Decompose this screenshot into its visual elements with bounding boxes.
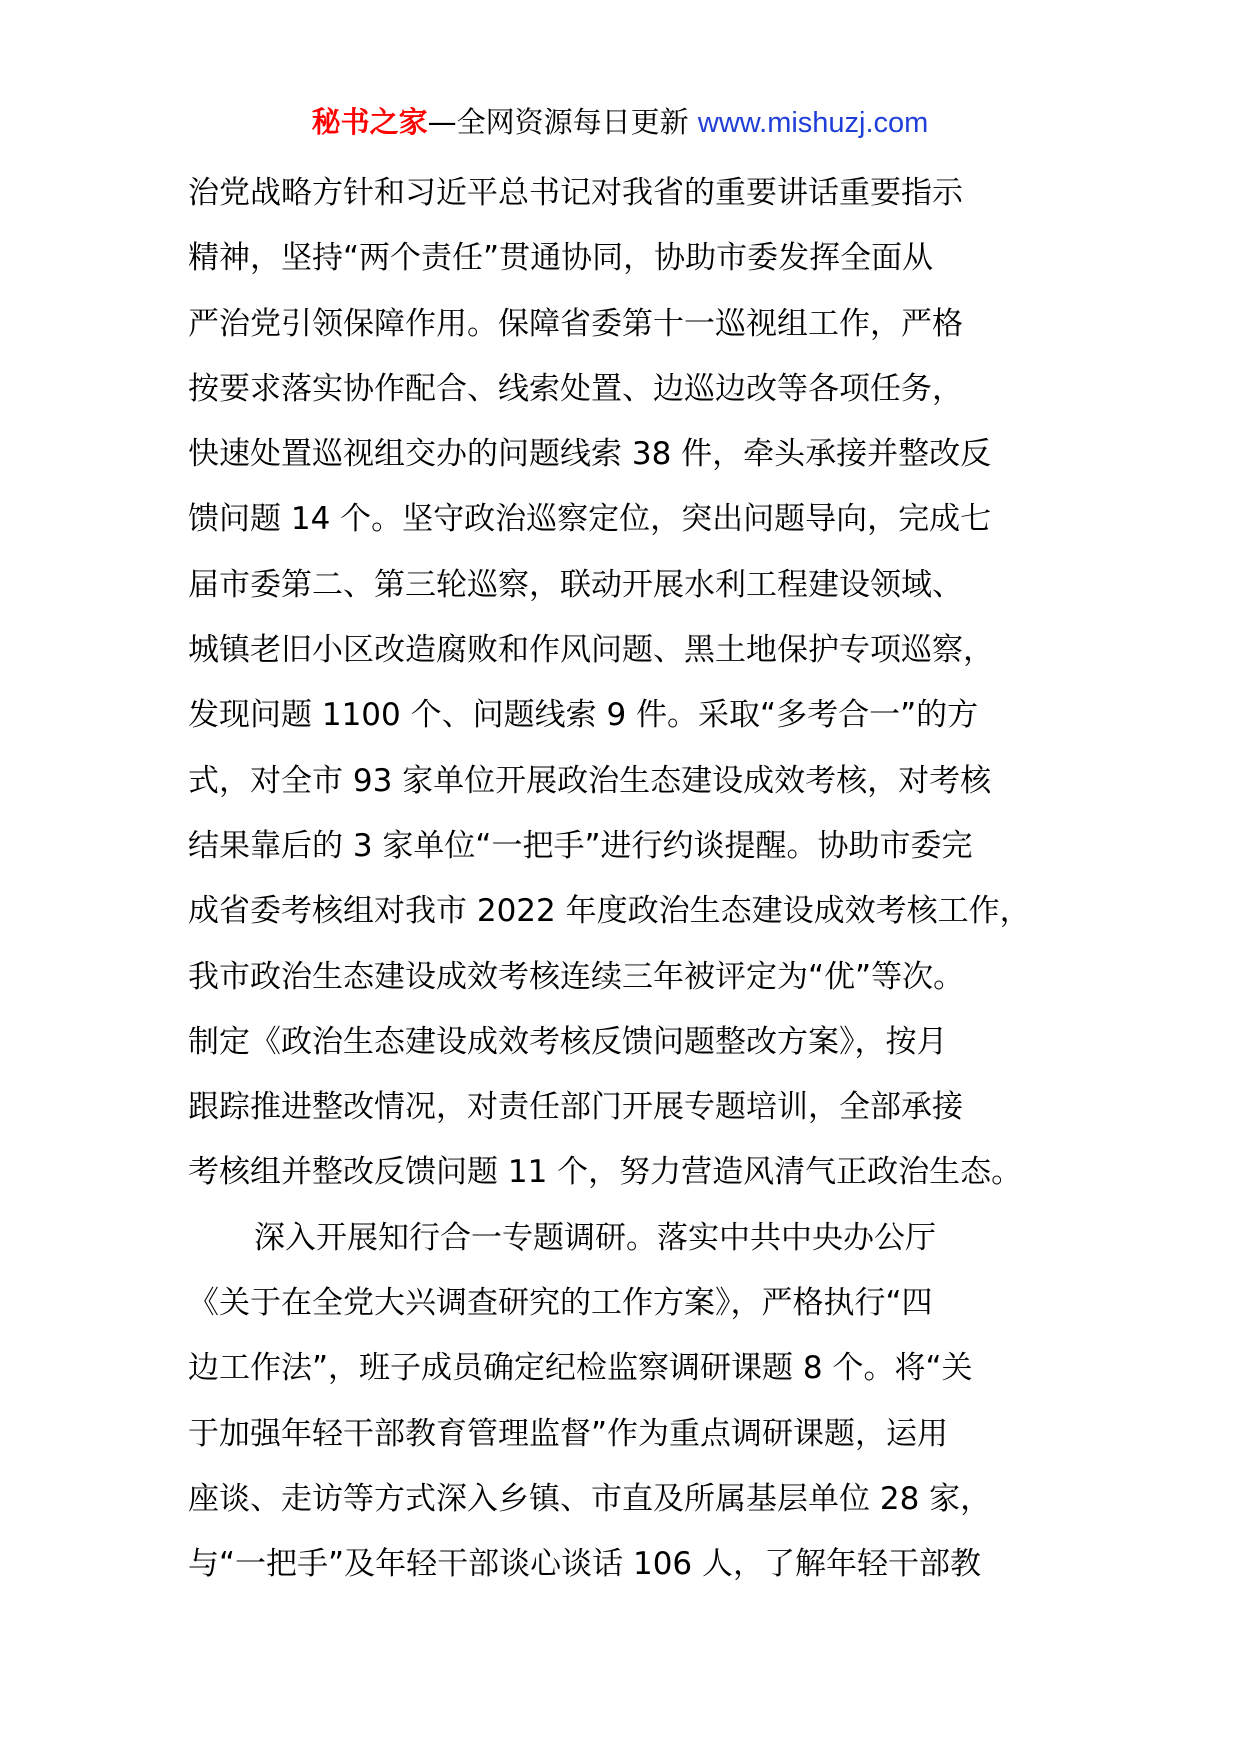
text-line: 制定《政治生态建设成效考核反馈问题整改方案》，按月 bbox=[188, 1023, 948, 1060]
text-line: 快速处置巡视组交办的问题线索 38 件，牵头承接并整改反 bbox=[188, 436, 992, 473]
text-line: 成省委考核组对我市 2022 年度政治生态建设成效考核工作， bbox=[188, 893, 1031, 930]
text-line: 城镇老旧小区改造腐败和作风问题、黑土地保护专项巡察， bbox=[188, 632, 994, 669]
text-line: 跟踪推进整改情况，对责任部门开展专题培训，全部承接 bbox=[188, 1089, 963, 1126]
text-line: 于加强年轻干部教育管理监督”作为重点调研课题，运用 bbox=[188, 1415, 949, 1452]
text-line: 按要求落实协作配合、线索处置、边巡边改等各项任务， bbox=[188, 370, 963, 407]
text-line: 我市政治生态建设成效考核连续三年被评定为“优”等次。 bbox=[188, 958, 965, 995]
text-line: 考核组并整改反馈问题 11 个，努力营造风清气正政治生态。 bbox=[188, 1154, 1023, 1191]
header-tagline: —全网资源每日更新 bbox=[427, 105, 689, 139]
text-line: 深入开展知行合一专题调研。落实中共中央办公厅 bbox=[254, 1219, 936, 1256]
watermark-header bbox=[0, 100, 1240, 145]
header-url: www.mishuzj.com bbox=[697, 107, 929, 139]
text-line: 边工作法”，班子成员确定纪检监察调研课题 8 个。将“关 bbox=[188, 1350, 973, 1387]
text-line: 严治党引领保障作用。保障省委第十一巡视组工作，严格 bbox=[188, 305, 963, 342]
text-line: 精神，坚持“两个责任”贯通协同，协助市委发挥全面从 bbox=[188, 240, 934, 277]
text-line: 治党战略方针和习近平总书记对我省的重要讲话重要指示 bbox=[188, 175, 963, 211]
text-line: 馈问题 14 个。坚守政治巡察定位，突出问题导向，完成七 bbox=[188, 501, 992, 538]
text-line: 座谈、走访等方式深入乡镇、市直及所属基层单位 28 家， bbox=[188, 1480, 992, 1517]
text-line: 式，对全市 93 家单位开展政治生态建设成效考核，对考核 bbox=[188, 762, 992, 799]
text-line: 与“一把手”及年轻干部谈心谈话 106 人，了解年轻干部教 bbox=[188, 1546, 981, 1583]
header-brand: 秘书之家 bbox=[311, 105, 428, 139]
text-line: 届市委第二、第三轮巡察，联动开展水利工程建设领域、 bbox=[188, 566, 963, 603]
text-line: 结果靠后的 3 家单位“一把手”进行约谈提醒。协助市委完 bbox=[188, 827, 973, 864]
text-line: 《关于在全党大兴调查研究的工作方案》，严格执行“四 bbox=[188, 1285, 933, 1322]
document-body bbox=[188, 161, 1068, 1598]
text-line: 发现问题 1100 个、问题线索 9 件。采取“多考合一”的方 bbox=[188, 697, 979, 734]
